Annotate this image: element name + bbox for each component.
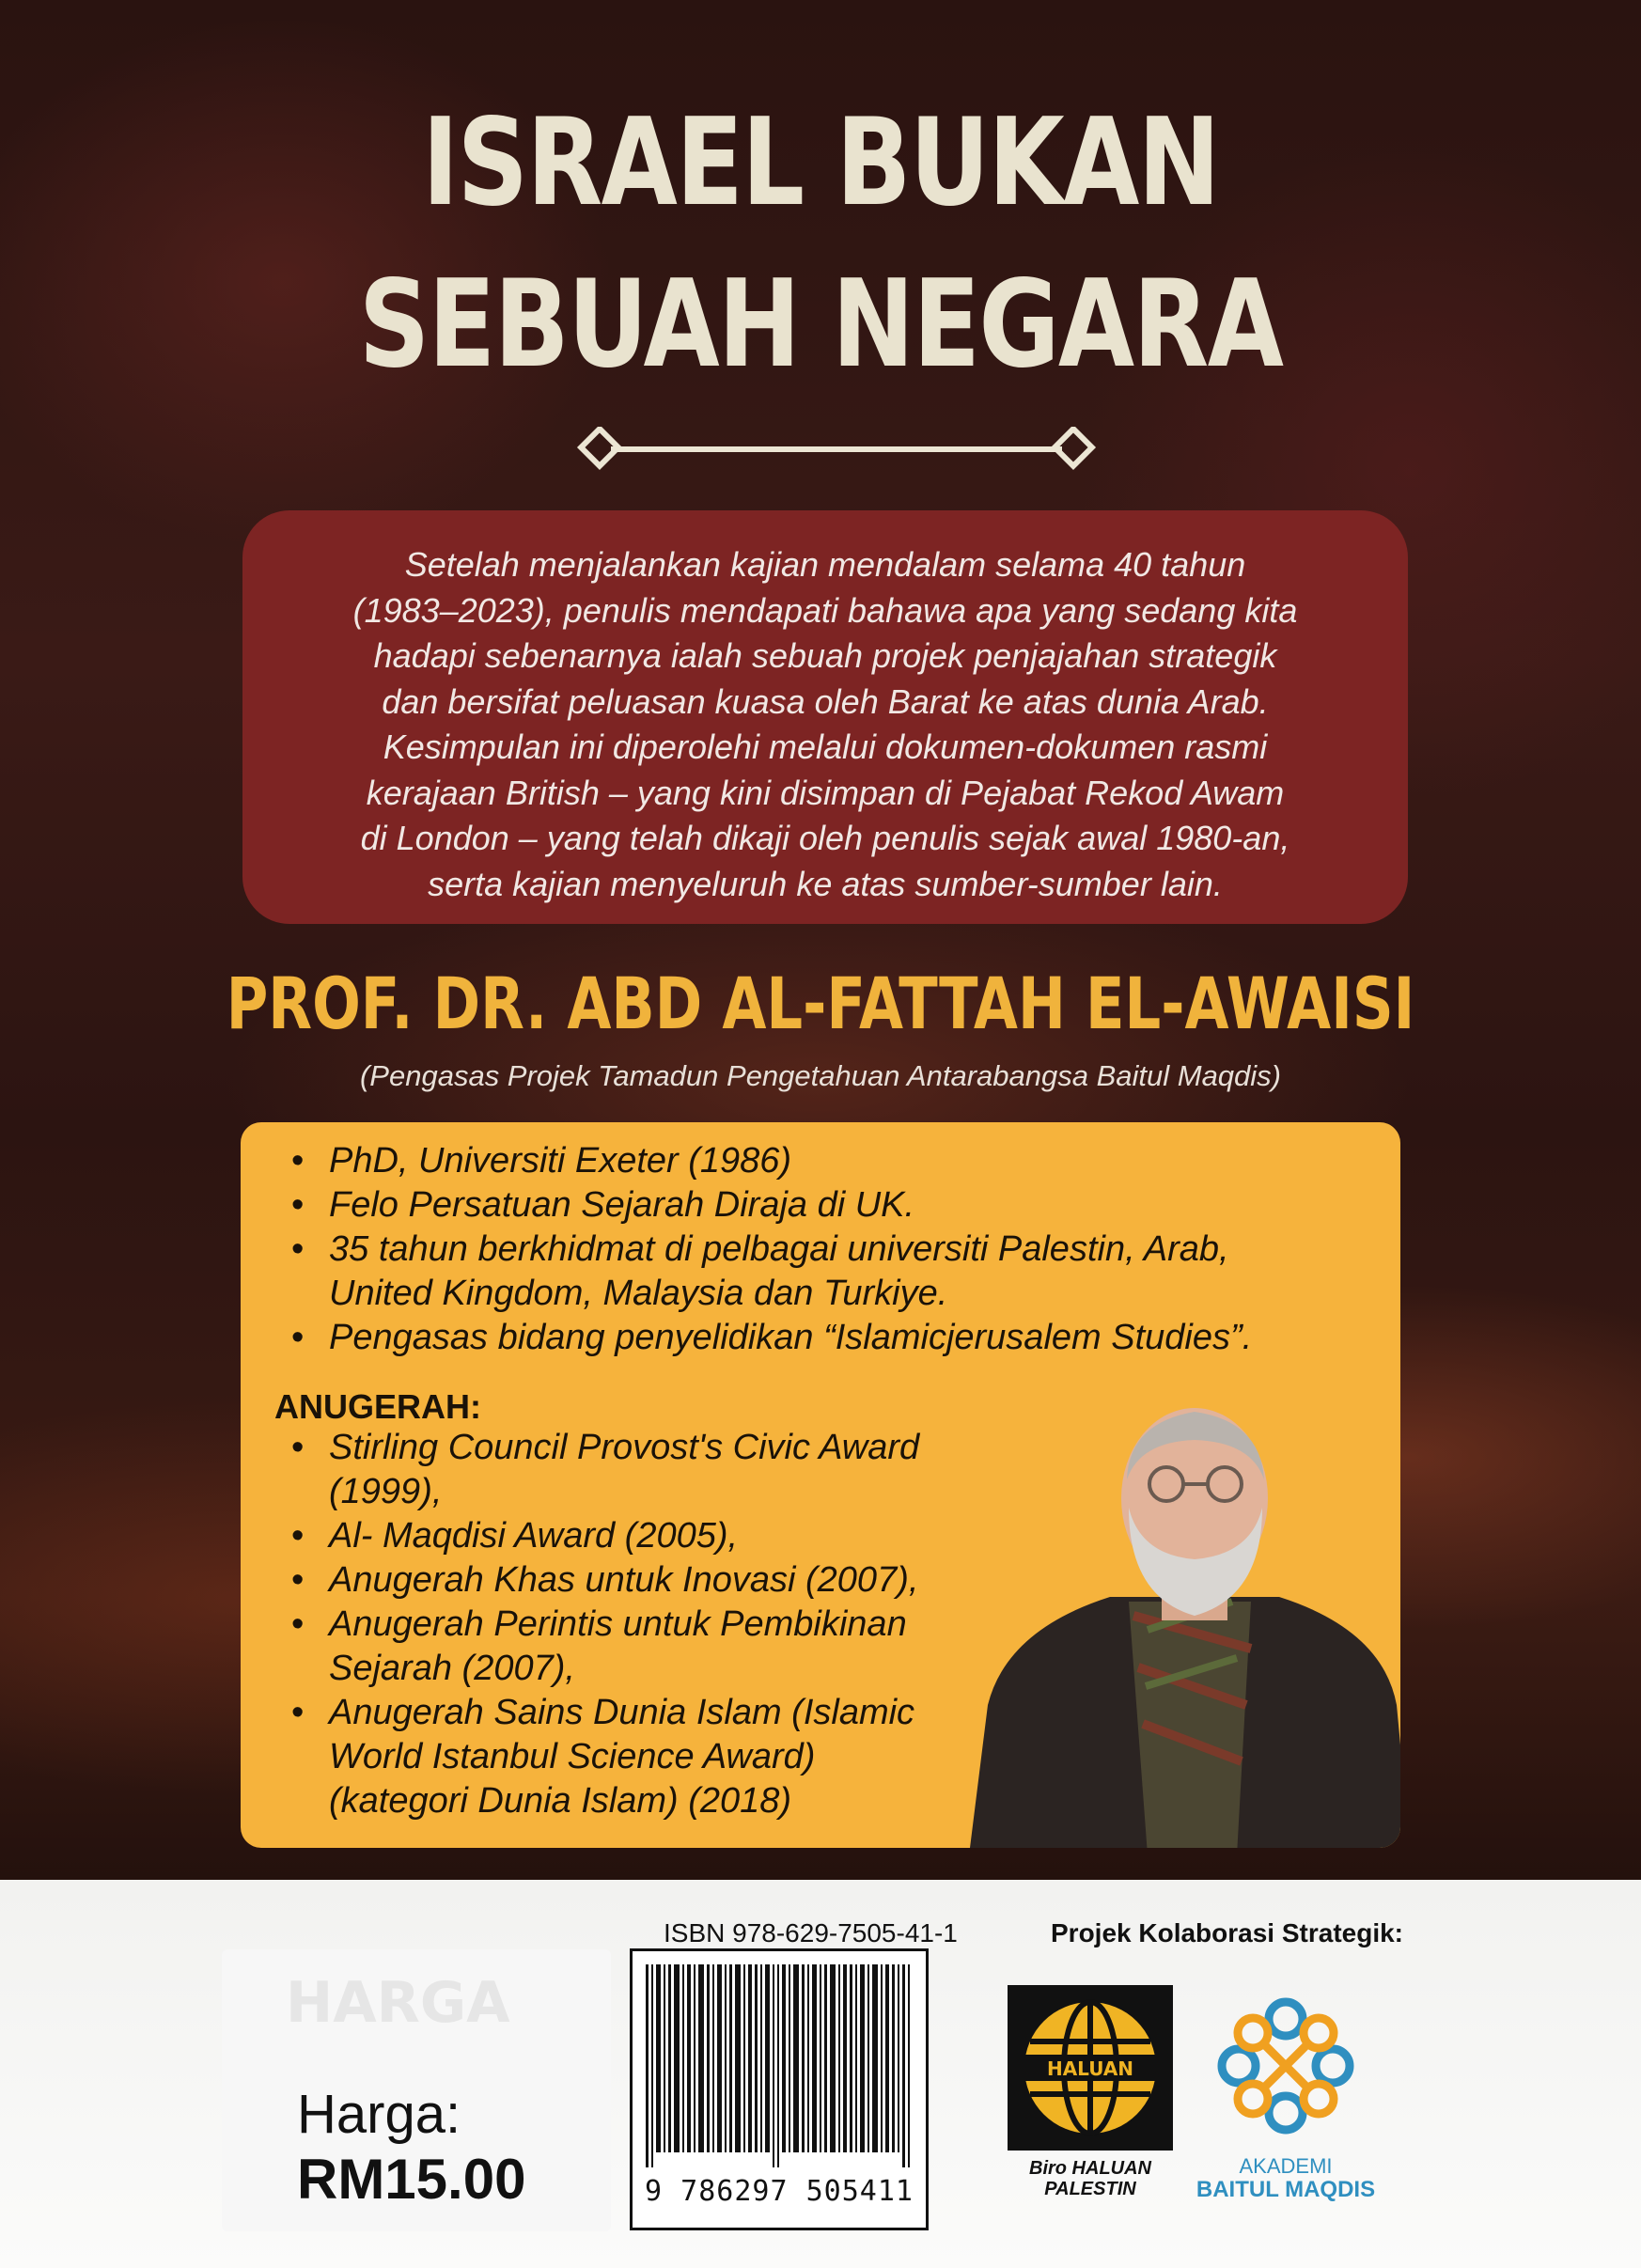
award-item-text: Stirling Council Provost's Civic Award xyxy=(329,1428,920,1467)
author-subtitle: (Pengasas Projek Tamadun Pengetahuan Antarabangsa Baitul Maqdis) xyxy=(359,1059,1281,1092)
awards-heading: ANUGERAH: xyxy=(274,1387,481,1426)
barcode xyxy=(646,1964,914,2167)
awards-list xyxy=(288,1426,919,1823)
bio-item xyxy=(288,1228,1252,1316)
haluan-logo-text: HALUAN xyxy=(1046,2057,1134,2080)
price-sticker xyxy=(222,1949,611,2231)
back-cover-footer xyxy=(0,1880,1641,2268)
bullet-icon: • xyxy=(291,1428,305,1467)
author-name: PROF. DR. ABD AL-FATTAH EL-AWAISI xyxy=(226,962,1415,1045)
synopsis-line: serta kajian menyeluruh ke atas sumber-sumber lain. xyxy=(428,864,1223,903)
award-item xyxy=(288,1603,919,1691)
akademi-name-line-1: AKADEMI xyxy=(1239,2154,1333,2178)
synopsis-line: kerajaan British – yang kini disimpan di Pejabat Rekod Awam xyxy=(366,773,1285,812)
collaboration-heading: Projek Kolaborasi Strategik: xyxy=(1051,1918,1404,1947)
haluan-caption-line-1: Biro HALUAN xyxy=(1029,2158,1151,2179)
synopsis-line: Setelah menjalankan kajian mendalam selama 40 tahun xyxy=(404,545,1246,584)
synopsis-line: dan bersifat peluasan kuasa oleh Barat ke atas dunia Arab. xyxy=(382,681,1269,721)
award-item-text: Anugerah Khas untuk Inovasi (2007), xyxy=(329,1560,919,1600)
bio-item-text: Pengasas bidang penyelidikan “Islamicjerusalem Studies”. xyxy=(329,1318,1253,1357)
price-value: RM15.00 xyxy=(297,2148,526,2211)
synopsis-line: di London – yang telah dikaji oleh penulis sejak awal 1980-an, xyxy=(360,819,1290,857)
bullet-icon: • xyxy=(291,1318,305,1357)
bullet-icon: • xyxy=(291,1516,305,1556)
award-item-text: (kategori Dunia Islam) (2018) xyxy=(329,1781,792,1821)
haluan-caption-line-2: PALESTIN xyxy=(1044,2179,1136,2199)
bio-item xyxy=(288,1139,1252,1183)
bio-item-text: PhD, Universiti Exeter (1986) xyxy=(329,1141,792,1181)
bio-item xyxy=(288,1316,1252,1360)
bullet-icon: • xyxy=(291,1229,305,1269)
synopsis-line: (1983–2023), penulis mendapati bahawa apa yang sedang kita xyxy=(352,590,1298,630)
bullet-icon: • xyxy=(291,1693,305,1732)
bio-item-text: 35 tahun berkhidmat di pelbagai universiti Palestin, Arab, xyxy=(329,1229,1229,1269)
bio-item-text: Felo Persatuan Sejarah Diraja di UK. xyxy=(329,1185,915,1225)
synopsis-box xyxy=(242,510,1408,924)
bullet-icon: • xyxy=(291,1185,305,1225)
akademi-name-line-2: BAITUL MAQDIS xyxy=(1196,2177,1376,2202)
bullet-icon: • xyxy=(291,1560,305,1600)
bio-list xyxy=(288,1139,1252,1360)
bullet-icon: • xyxy=(291,1141,305,1181)
bio-item-text: United Kingdom, Malaysia dan Turkiye. xyxy=(329,1274,948,1313)
author-bio-panel xyxy=(241,1122,1400,1848)
synopsis-line: hadapi sebenarnya ialah sebuah projek penjajahan strategik xyxy=(373,636,1277,675)
title-ornament xyxy=(573,427,1100,472)
award-item xyxy=(288,1426,919,1514)
barcode-digits: 9 786297 505411 xyxy=(645,2175,914,2208)
award-item xyxy=(288,1691,919,1823)
award-item-text: Al- Maqdisi Award (2005), xyxy=(329,1516,739,1556)
haluan-globe-logo xyxy=(1008,1985,1173,2151)
synopsis-line: Kesimpulan ini diperolehi melalui dokumen-dokumen rasmi xyxy=(383,727,1268,766)
bullet-icon: • xyxy=(291,1604,305,1644)
award-item-text: Anugerah Perintis untuk Pembikinan xyxy=(329,1604,907,1644)
book-title-line-1: ISRAEL BUKAN xyxy=(422,93,1219,233)
author-portrait xyxy=(969,1395,1400,1848)
haluan-caption xyxy=(1008,2158,1173,2199)
barcode-frame xyxy=(630,1948,929,2230)
award-item-text: Anugerah Sains Dunia Islam (Islamic xyxy=(329,1693,915,1732)
bio-item xyxy=(288,1183,1252,1228)
price-label: Harga: xyxy=(297,2084,461,2145)
award-item xyxy=(288,1558,919,1603)
award-item-text: World Istanbul Science Award) xyxy=(329,1737,816,1776)
isbn-text: ISBN 978-629-7505-41-1 xyxy=(664,1918,958,1947)
award-item-text: (1999), xyxy=(329,1472,443,1511)
award-item xyxy=(288,1514,919,1558)
price-ghost-text: HARGA xyxy=(286,1970,510,2036)
akademi-baitul-maqdis-logo xyxy=(1211,1991,1361,2141)
book-title-line-2: SEBUAH NEGARA xyxy=(358,255,1283,395)
award-item-text: Sejarah (2007), xyxy=(329,1649,575,1688)
